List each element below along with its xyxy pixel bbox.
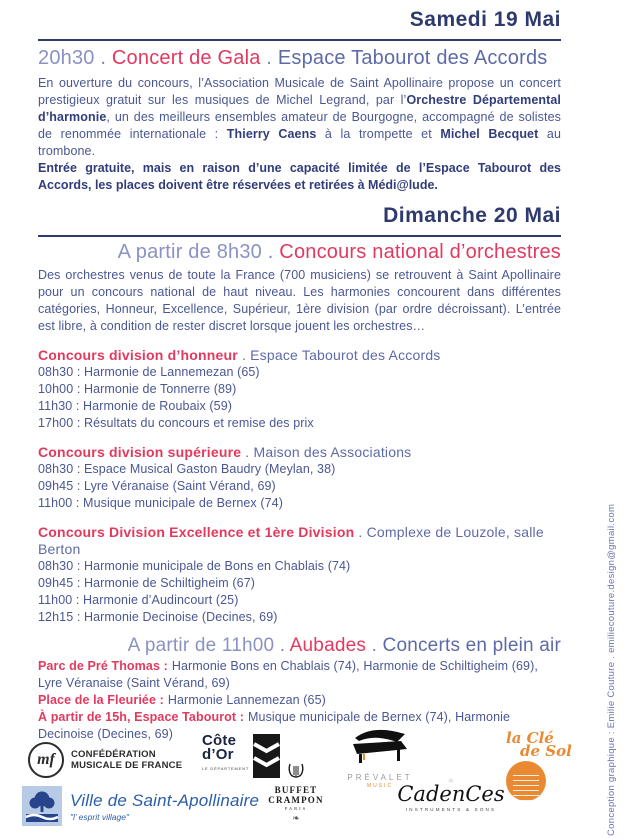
separator-dot: . (260, 47, 278, 69)
cote-dor-line2: d’Or (202, 746, 234, 763)
buffet-name-line1: BUFFET (274, 785, 318, 795)
division-superieure-name: Concours division supérieure (38, 444, 242, 460)
cote-dor-name (202, 734, 249, 762)
gala-heading (38, 46, 561, 70)
saturday-date: Samedi 19 Mai (409, 8, 561, 31)
free-entry-note: Entrée gratuite, mais en raison d’une capacité limitée de l’Espace Tabourot des Accords, les places doivent être réservées et retirées à Médi@lude. (38, 161, 561, 192)
intro-text: au trombone. (38, 127, 562, 158)
division-excellence-name: Concours Division Excellence et 1ère Division (38, 524, 355, 540)
logo-buffet-crampon (264, 762, 328, 824)
aubades-title: Aubades (289, 635, 367, 656)
aubade-entry (38, 692, 561, 709)
contest-title: Concours national d’orchestres (279, 241, 561, 263)
separator-dot: . (262, 241, 280, 263)
aubade-orchestras: Harmonie Bons en Chablais (74), Harmonie de Schiltigheim (69), Lyre Véranaise (Saint Vérand, 69) (38, 659, 538, 690)
town-emblem-icon (22, 786, 62, 826)
schedule-line: 10h00 : Harmonie de Tonnerre (89) (38, 382, 237, 396)
cmf-name (71, 749, 182, 771)
separator-dot: . (274, 635, 290, 656)
logo-ville-saint-apollinaire (22, 786, 259, 826)
division-superieure-title (38, 444, 561, 461)
sponsor-logos (0, 726, 627, 838)
cadences-subtitle: INSTRUMENTS & SONS (405, 807, 497, 812)
aubade-orchestras: Musique municipale de Bernex (74), Harmonie Decinoise (Decines, 69) (38, 710, 511, 741)
separator-dot: . (237, 347, 251, 363)
aubade-orchestras: Harmonie Lannemezan (65) (167, 693, 326, 707)
buffet-name-line2: CRAMPON (268, 795, 324, 805)
logo-la-cle-de-sol (506, 729, 586, 801)
aubade-entry (38, 658, 561, 692)
separator-dot: . (94, 47, 112, 69)
prevalet-name: PRÉVALET (347, 773, 413, 782)
separator-dot: . (366, 635, 383, 656)
saturday-date-header (38, 8, 561, 41)
schedule-line: 11h00 : Musique municipale de Bernex (74) (38, 496, 283, 510)
buffet-crest-icon: ❧ (292, 813, 300, 823)
division-honneur-name: Concours division d’honneur (38, 347, 238, 363)
cadences-scribble-icon: ⁎ (448, 772, 454, 786)
ville-tagline: "l’ esprit village" (70, 811, 129, 822)
aubade-location: Place de la Fleuriée : (38, 693, 164, 707)
gala-venue: Espace Tabourot des Accords (277, 47, 548, 69)
division-honneur (38, 347, 561, 432)
logo-confederation-musicale (28, 742, 182, 778)
cote-dor-text (202, 734, 249, 778)
schedule-line: 11h00 : Harmonie d’Audincourt (25) (38, 593, 239, 607)
contest-time: A partir de 8h30 (117, 241, 263, 263)
soloist-trombone: Michel Becquet (440, 127, 539, 141)
gala-title: Concert de Gala (111, 47, 261, 69)
intro-text: à la trompette et (316, 127, 441, 141)
cote-dor-line1: Côte (202, 732, 237, 749)
division-superieure (38, 444, 561, 512)
contest-description: Des orchestres venus de toute la France (700 musiciens) se retrouvent à Saint Apollinaire pour un concours national de haut niveau. Les harmonies concourent dans différentes catégories, Honneur, Excellence, Supérieur, 1ère division (par ordre décroissant). L’entrée est libre, à condition de rester discret lorsque jouent les orchestres… (38, 268, 561, 333)
aubade-location: Parc de Pré Thomas : (38, 659, 168, 673)
schedule-line: 08h30 : Harmonie de Lannemezan (65) (38, 365, 260, 379)
gala-time: 20h30 (38, 47, 95, 69)
intro-text: En ouverture du concours, l’Association Musicale de Saint Apollinaire propose un concert prestigieux gratuit sur les musiques de Michel Legrand, par l’ (38, 76, 561, 107)
cmf-name-line2: MUSICALE DE FRANCE (71, 760, 183, 771)
cle-de-sol-line1: la Clé (506, 729, 554, 747)
aubade-location: À partir de 15h, Espace Tabourot : (38, 710, 244, 724)
contest-heading (38, 240, 561, 264)
schedule-line: 11h30 : Harmonie de Roubaix (59) (38, 399, 233, 413)
ville-name: Ville de Saint-Apollinaire (70, 790, 260, 810)
schedule-line: 09h45 : Harmonie de Schiltigheim (67) (38, 576, 256, 590)
aubades-time: A partir de 11h00 (127, 635, 275, 656)
aubades-heading (38, 634, 561, 658)
intro-text: , un des meilleurs ensembles amateur de Bourgogne, accompagné de solistes de renommée internationale : (38, 110, 561, 141)
design-credit: Conception graphique : Emilie Couture . emiliecouture.design@gmail.com (606, 503, 617, 836)
division-superieure-venue: Maison des Associations (253, 444, 412, 460)
soloist-trumpet: Thierry Caens (226, 127, 317, 141)
cle-de-sol-line2: de Sol (520, 742, 572, 760)
grand-piano-icon (345, 728, 415, 766)
gala-intro-paragraph (38, 75, 561, 160)
cmf-name-line1: CONFÉDÉRATION (71, 749, 156, 760)
prevalet-subtitle: MUSIC (366, 783, 394, 789)
cadences-name: CadenCes (397, 782, 505, 806)
logo-cadences (396, 772, 506, 812)
sunday-date-header (38, 204, 561, 237)
lyre-icon (287, 762, 305, 780)
ville-text (70, 791, 259, 822)
division-honneur-title (38, 347, 561, 364)
schedule-line: 12h15 : Harmonie Decinoise (Decines, 69) (38, 610, 278, 624)
division-excellence-title (38, 524, 561, 558)
schedule-line: 08h30 : Espace Musical Gaston Baudry (Meylan, 38) (38, 462, 336, 476)
separator-dot: . (354, 524, 367, 540)
cmf-monogram-icon: mf (28, 742, 64, 778)
cote-dor-subtitle: LE DÉPARTEMENT (202, 766, 250, 771)
division-excellence (38, 524, 561, 626)
buffet-paris-label: PARIS (284, 806, 308, 811)
schedule-line: 08h30 : Harmonie municipale de Bons en Chablais (74) (38, 559, 351, 573)
sunday-date: Dimanche 20 Mai (383, 204, 561, 227)
schedule-line: 09h45 : Lyre Véranaise (Saint Vérand, 69) (38, 479, 276, 493)
aubades-subtitle: Concerts en plein air (382, 635, 561, 656)
division-excellence-venue: Complexe de Louzole, salle Berton (38, 524, 544, 557)
orchestra-name: Orchestre Départemental d’harmonie (38, 93, 562, 124)
separator-dot: . (241, 444, 254, 460)
cle-de-sol-name (506, 729, 586, 760)
division-honneur-venue: Espace Tabourot des Accords (250, 347, 441, 363)
cle-de-sol-badge-icon (506, 761, 546, 801)
schedule-line: 17h00 : Résultats du concours et remise des prix (38, 416, 314, 430)
